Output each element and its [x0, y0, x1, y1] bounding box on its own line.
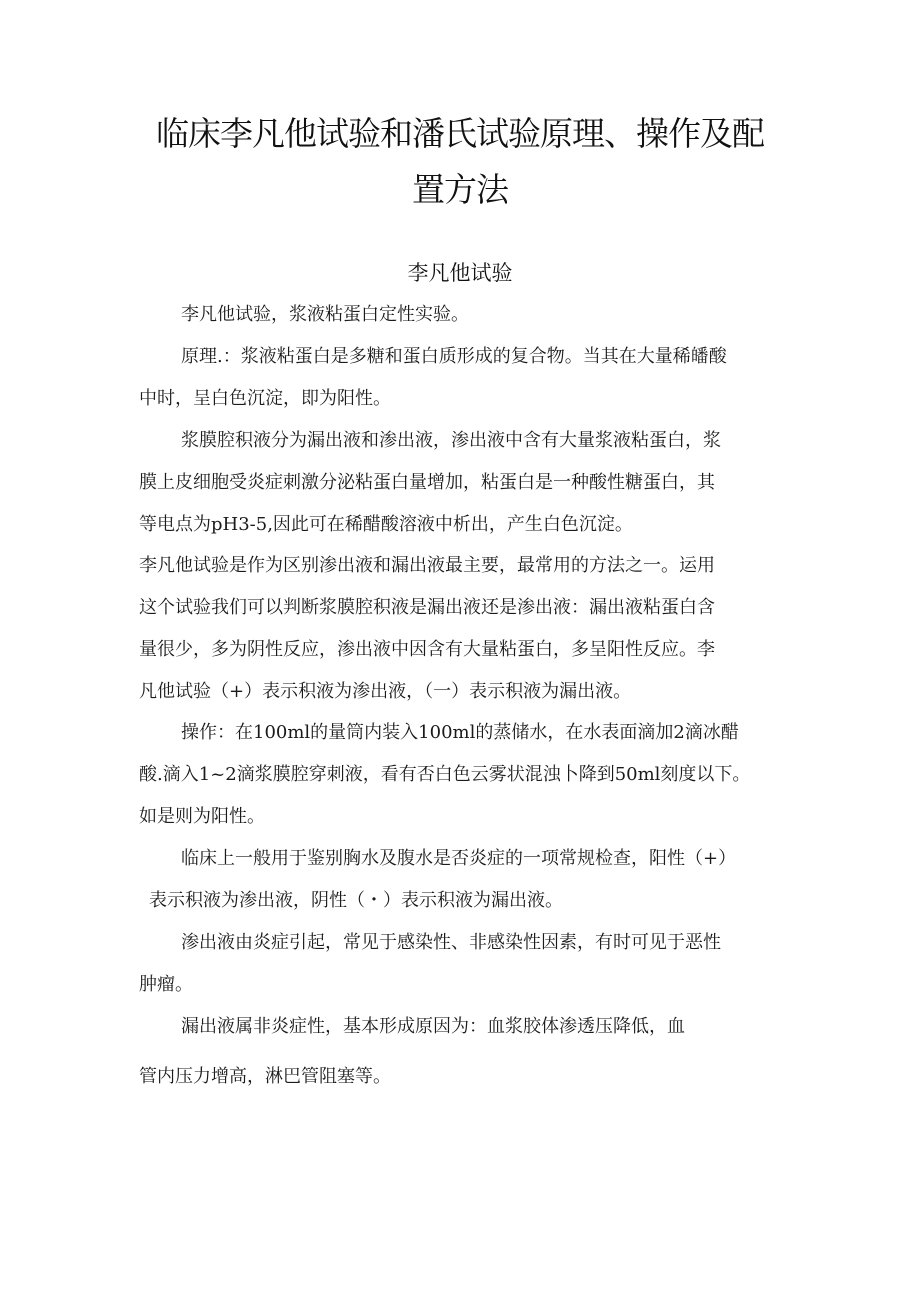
paragraph-line: 漏出液属非炎症性，基本形成原因为：血浆胶体渗透压降低，血 [181, 1016, 685, 1037]
paragraph-line: 这个试验我们可以判断浆膜腔积液是漏出液还是渗出液：漏出液粘蛋白含 [139, 597, 715, 618]
section-heading-rivalta: 李凡他试验 [407, 261, 513, 285]
document-title-line-2: 置方法 [412, 170, 508, 209]
paragraph-line: 酸.滴入1~2滴浆膜腔穿刺液，看有否白色云雾状混浊卜降到50ml刻度以下。 [139, 764, 751, 785]
paragraph-line: 等电点为pH3-5,因此可在稀醋酸溶液中析出，产生白色沉淀。 [139, 514, 633, 535]
document-title-line-1: 临床李凡他试验和潘氏试验原理、操作及配 [156, 114, 764, 153]
paragraph-line: 李凡他试验，浆液粘蛋白定性实验。 [181, 304, 469, 325]
paragraph-line: 凡他试验（+）表示积液为渗出液，（一）表示积液为漏出液。 [139, 681, 632, 702]
paragraph-line: 表示积液为渗出液，阴性（・）表示积液为漏出液。 [149, 890, 563, 911]
paragraph-line: 中时，呈白色沉淀，即为阳性。 [139, 388, 391, 409]
paragraph-line: 量很少，多为阴性反应，渗出液中因含有大量粘蛋白，多呈阳性反应。李 [139, 639, 715, 660]
paragraph-line: 膜上皮细胞受炎症刺激分泌粘蛋白量增加，粘蛋白是一种酸性糖蛋白，其 [139, 472, 715, 493]
paragraph-line: 渗出液由炎症引起，常见于感染性、非感染性因素，有时可见于恶性 [181, 932, 721, 953]
paragraph-line: 如是则为阳性。 [139, 806, 265, 827]
paragraph-line: 操作：在100ml的量筒内装入100ml的蒸储水，在水表面滴加2滴冰醋 [181, 722, 739, 743]
paragraph-line: 李凡他试验是作为区别渗出液和漏出液最主要，最常用的方法之一。运用 [139, 555, 715, 576]
paragraph-line: 原理.：浆液粘蛋白是多糖和蛋白质形成的复合物。当其在大量稀皤酸 [181, 346, 727, 367]
paragraph-line: 浆膜腔积液分为漏出液和渗出液，渗出液中含有大量浆液粘蛋白，浆 [181, 430, 721, 451]
paragraph-line: 临床上一般用于鉴别胸水及腹水是否炎症的一项常规检查，阳性（+） [181, 848, 737, 869]
paragraph-line: 管内压力增高，淋巴管阻塞等。 [139, 1066, 391, 1087]
paragraph-line: 肿瘤。 [139, 974, 193, 995]
